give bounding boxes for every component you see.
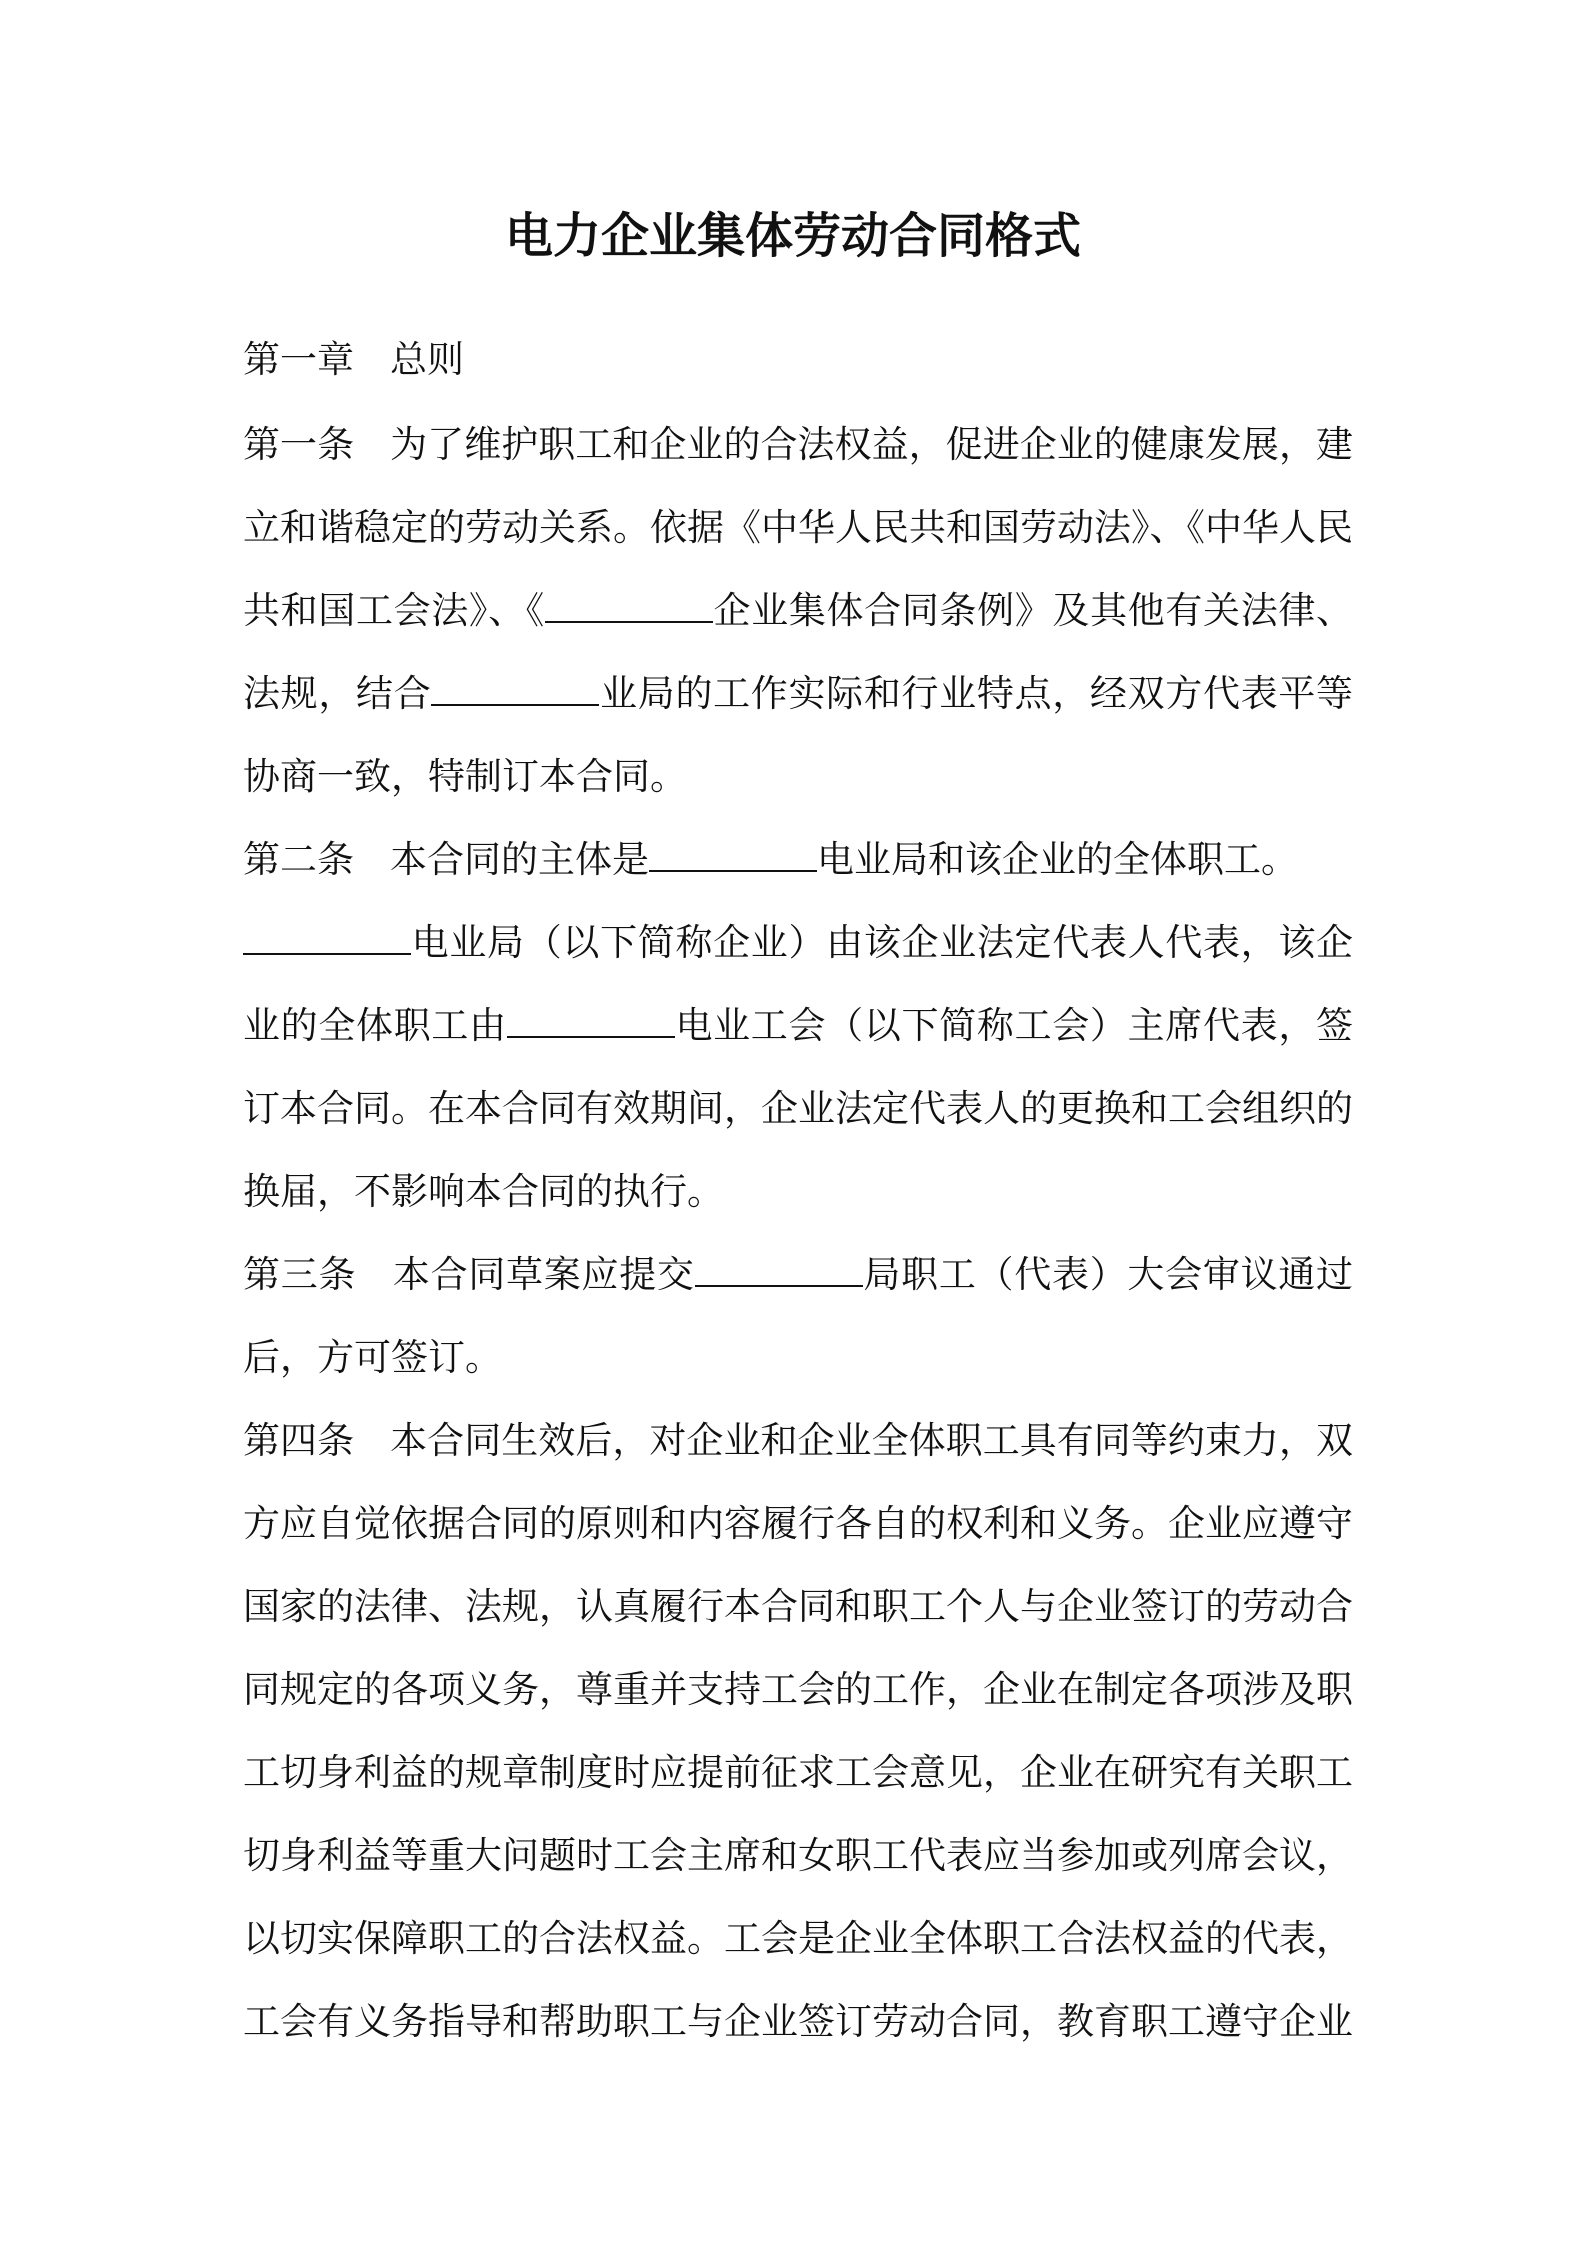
fill-blank xyxy=(545,617,713,623)
fill-blank xyxy=(649,866,817,872)
chapter-label: 第一章 xyxy=(243,338,354,381)
article-1-line-2: 立和谐稳定的劳动关系。依据《中华人民共和国劳动法》、《中华人民 xyxy=(243,506,1353,549)
chapter-name: 总则 xyxy=(390,338,464,381)
article-1-line-5: 协商一致，特制订本合同。 xyxy=(243,755,687,798)
chapter-heading xyxy=(243,330,1353,390)
article-2-line-1: 第二条 本合同的主体是 电业局和该企业的全体职工。 xyxy=(243,838,1298,881)
article-4-line-6: 切身利益等重大问题时工会主席和女职工代表应当参加或列席会议， xyxy=(243,1834,1353,1877)
fill-blank xyxy=(695,1281,863,1287)
fill-blank xyxy=(431,700,599,706)
article-2-line-2: 电业局（以下简称企业）由该企业法定代表人代表，该企 xyxy=(243,913,1353,973)
article-2-line-4: 订本合同。在本合同有效期间，企业法定代表人的更换和工会组织的 xyxy=(243,1087,1353,1130)
fill-blank xyxy=(507,1032,675,1038)
article-3-line-1: 第三条 本合同草案应提交 局职工（代表）大会审议通过 xyxy=(243,1253,1354,1296)
article-1-label: 第一条 xyxy=(243,423,355,466)
article-1-line-3: 共和国工会法》、《 企业集体合同条例》及其他有关法律、 xyxy=(243,589,1354,632)
article-2-line-5: 换届，不影响本合同的执行。 xyxy=(243,1170,724,1213)
article-4-line-1: 第四条 本合同生效后，对企业和企业全体职工具有同等约束力，双 xyxy=(243,1419,1354,1462)
article-4-label: 第四条 xyxy=(243,1419,355,1462)
article-4-line-2: 方应自觉依据合同的原则和内容履行各自的权利和义务。企业应遵守 xyxy=(243,1502,1353,1545)
article-4-line-4: 同规定的各项义务，尊重并支持工会的工作，企业在制定各项涉及职 xyxy=(243,1668,1353,1711)
article-4-line-8: 工会有义务指导和帮助职工与企业签订劳动合同，教育职工遵守企业 xyxy=(243,2000,1353,2043)
article-4-line-7: 以切实保障职工的合法权益。工会是企业全体职工合法权益的代表， xyxy=(243,1917,1353,1960)
article-3-label: 第三条 xyxy=(243,1253,357,1296)
fill-blank xyxy=(243,949,411,955)
article-2-label: 第二条 xyxy=(243,838,354,881)
article-4-line-3: 国家的法律、法规，认真履行本合同和职工个人与企业签订的劳动合 xyxy=(243,1585,1353,1628)
article-1-line-1: 第一条 为了维护职工和企业的合法权益，促进企业的健康发展，建 xyxy=(243,423,1354,466)
document-title: 电力企业集体劳动合同格式 xyxy=(504,208,1081,264)
article-2-line-3: 业的全体职工由 电业工会（以下简称工会）主席代表，签 xyxy=(243,1004,1354,1047)
article-4-line-5: 工切身利益的规章制度时应提前征求工会意见，企业在研究有关职工 xyxy=(243,1751,1353,1794)
article-1-line-4: 法规，结合 业局的工作实际和行业特点，经双方代表平等 xyxy=(243,672,1354,715)
article-3-line-2: 后，方可签订。 xyxy=(243,1336,502,1379)
